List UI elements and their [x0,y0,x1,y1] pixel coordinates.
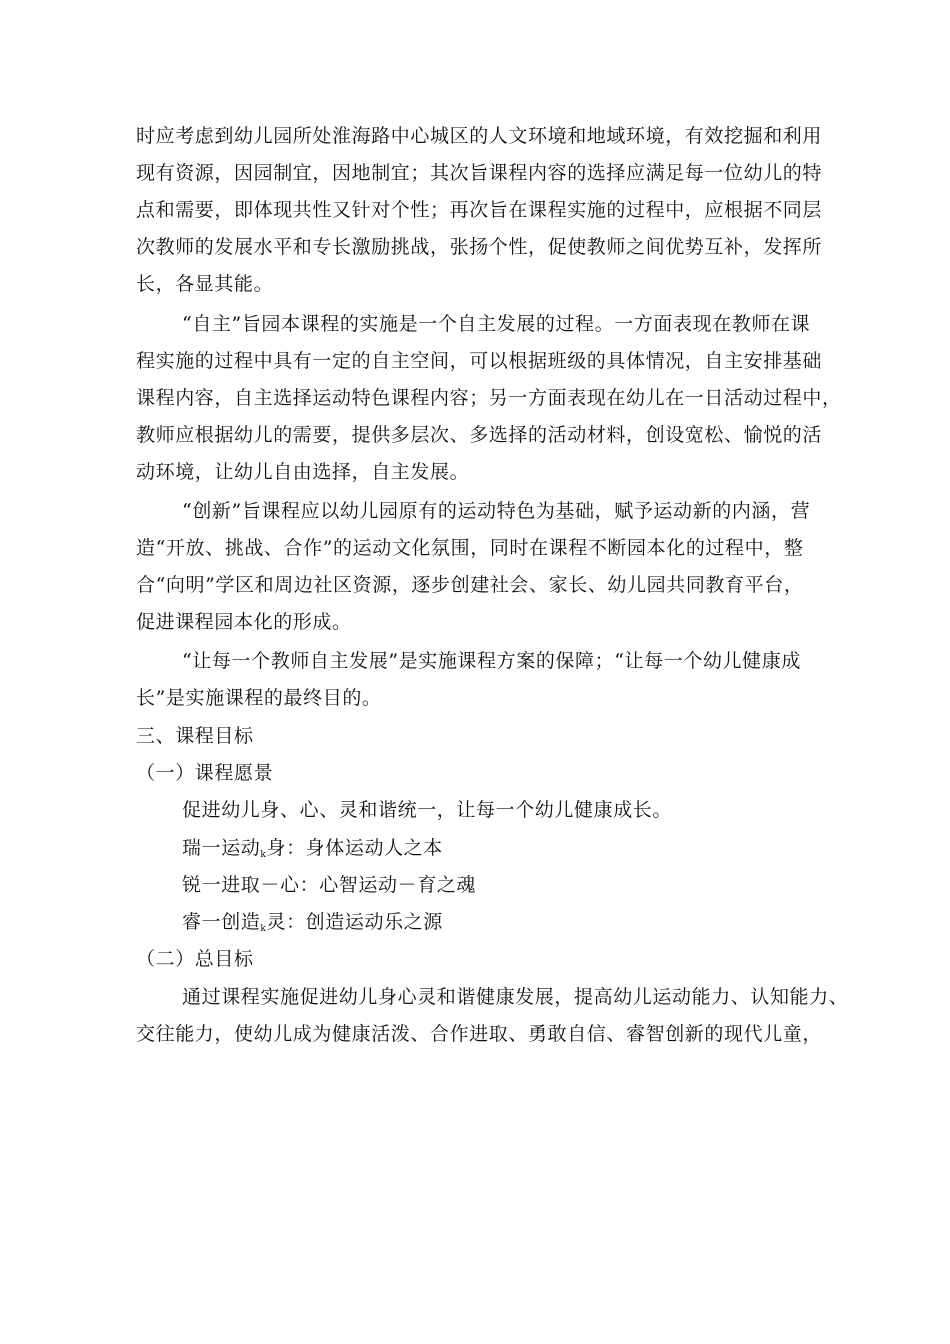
vision-statement: 促进幼儿身、心、灵和谐统一，让每一个幼儿健康成长。 [182,799,673,821]
paragraph-line: 长，各显其能。 [136,273,274,295]
subsection-heading: （二）总目标 [136,948,254,970]
section-heading: 三、课程目标 [136,725,254,747]
vision-item: 睿一创造k灵：创造运动乐之源 [182,911,443,934]
paragraph-line: “创新”旨课程应以幼儿园原有的运动特色为基础，赋予运动新的内涵，营 [182,500,811,522]
paragraph-line: 合“向明”学区和周边社区资源，逐步创建社会、家长、幼儿园共同教育平台， [136,574,804,596]
paragraph-line: 动环境，让幼儿自由选择，自主发展。 [136,461,470,483]
paragraph-line: “自主”旨园本课程的实施是一个自主发展的过程。一方面表现在教师在课 [182,313,811,335]
paragraph-line: 课程内容，自主选择运动特色课程内容；另一方面表现在幼儿在一日活动过程中， [136,387,842,409]
vision-item: 瑞一运动k身：身体运动人之本 [182,837,443,860]
paragraph-line: 点和需要，即体现共性又针对个性；再次旨在课程实施的过程中，应根据不同层 [136,199,823,221]
paragraph-line: 时应考虑到幼儿园所处淮海路中心城区的人文环境和地域环境，有效挖掘和利用 [136,125,823,147]
paragraph-line: 现有资源，因园制宜，因地制宜；其次旨课程内容的选择应满足每一位幼儿的特 [136,162,823,184]
paragraph-line: 造“开放、挑战、合作”的运动文化氛围，同时在课程不断园本化的过程中，整 [136,537,804,559]
paragraph-line: 程实施的过程中具有一定的自主空间，可以根据班级的具体情况，自主安排基础 [136,350,823,372]
paragraph-line: 交往能力，使幼儿成为健康活泼、合作进取、勇敢自信、睿智创新的现代儿童， [136,1023,823,1045]
paragraph-line: 通过课程实施促进幼儿身心灵和谐健康发展，提高幼儿运动能力、认知能力、 [182,986,849,1008]
paragraph-line: “让每一个教师自主发展”是实施课程方案的保障；“让每一个幼儿健康成 [182,650,801,672]
paragraph-line: 次教师的发展水平和专长激励挑战，张扬个性，促使教师之间优势互补，发挥所 [136,236,823,258]
subsection-heading: （一）课程愿景 [136,762,274,784]
paragraph-line: 长”是实施课程的最终目的。 [136,687,382,709]
vision-item: 锐一进取－心：心智运动－育之魂 [182,874,477,896]
paragraph-line: 教师应根据幼儿的需要，提供多层次、多选择的活动材料，创设宽松、愉悦的活 [136,424,823,446]
paragraph-line: 促进课程园本化的形成。 [136,611,352,633]
